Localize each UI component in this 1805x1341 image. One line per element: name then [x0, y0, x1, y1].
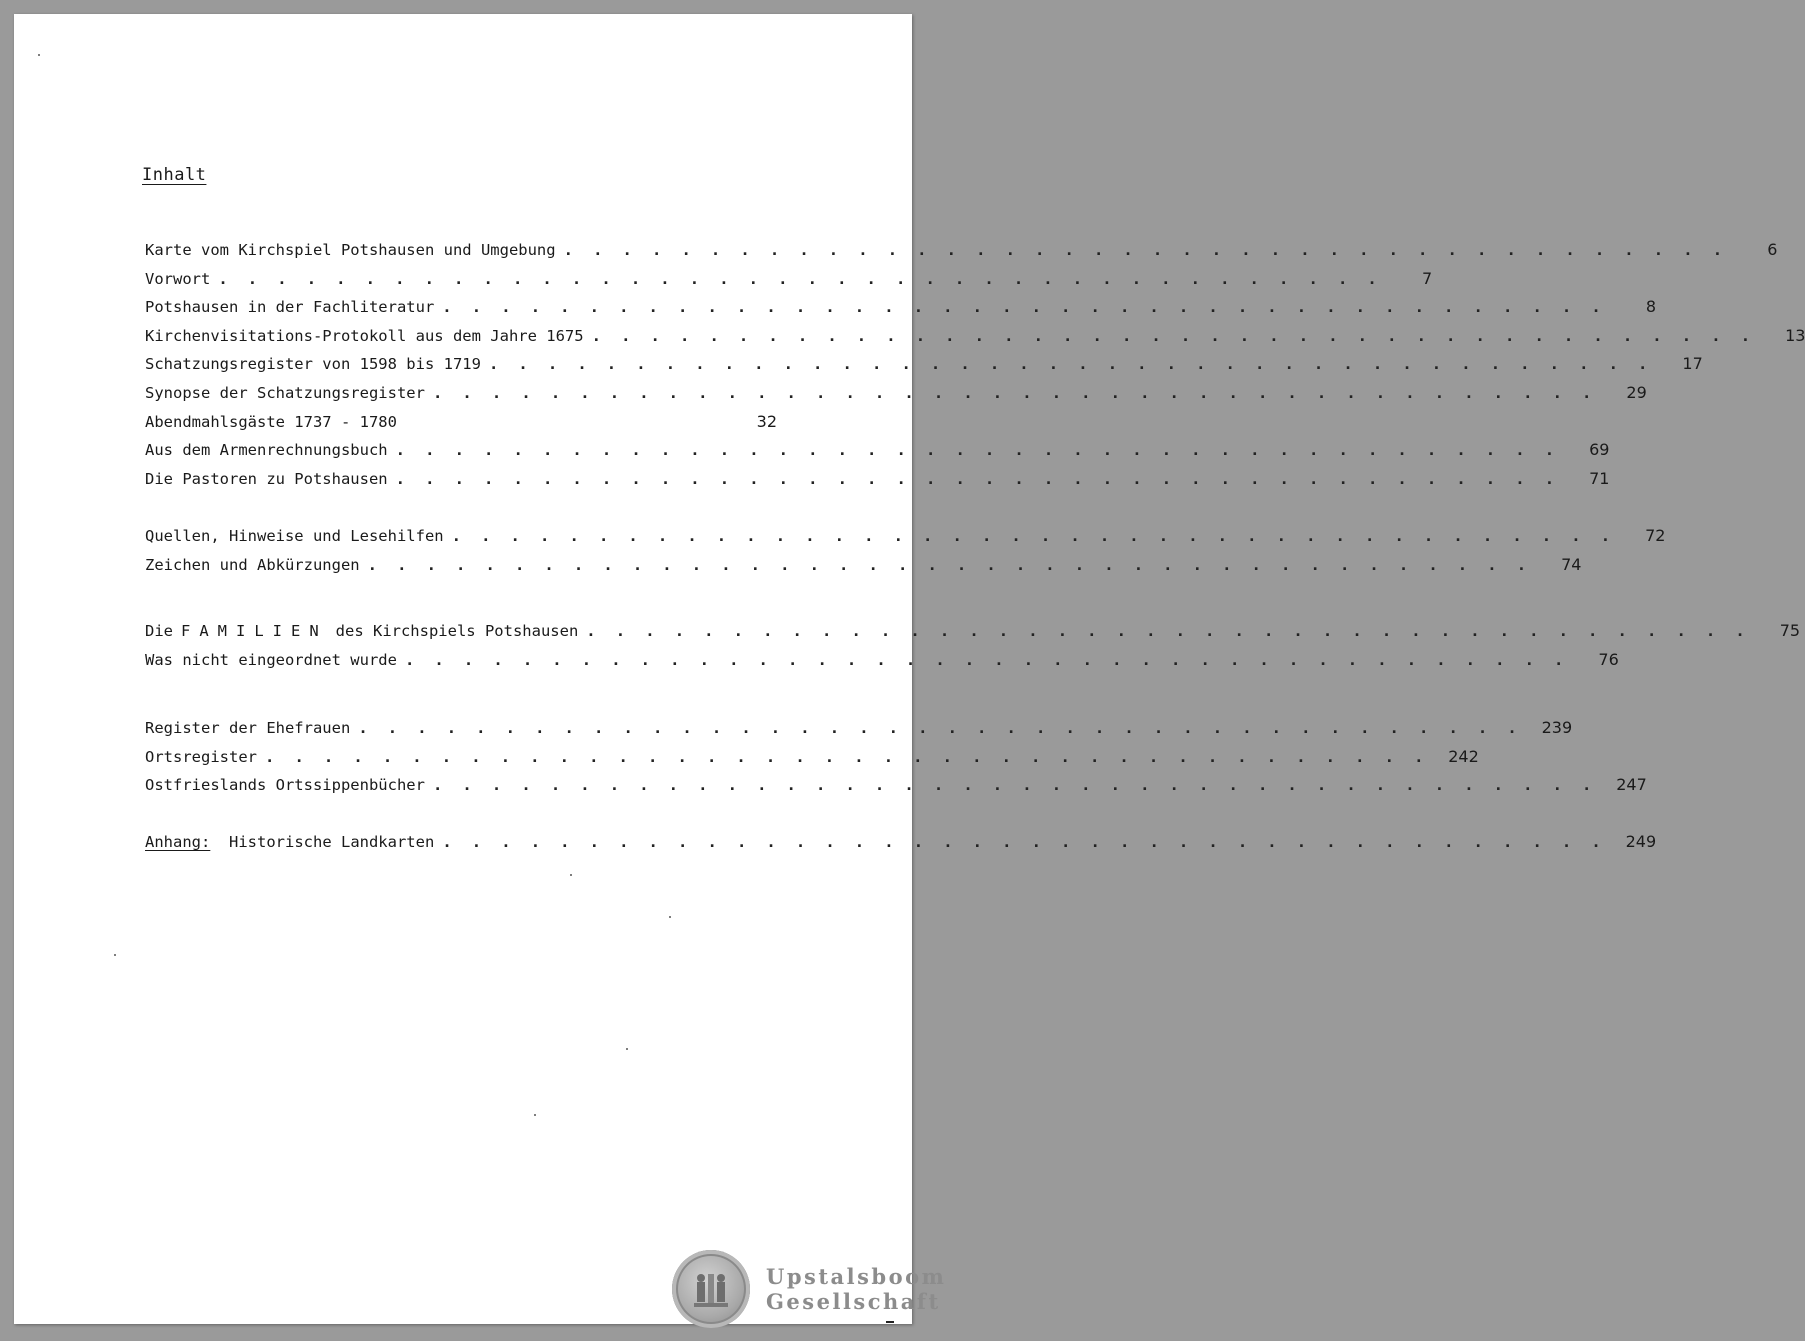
scan-speck	[38, 54, 40, 56]
upstalsboom-logo	[672, 1250, 946, 1328]
toc-entry-label	[145, 622, 578, 640]
toc-entry-page: 72	[1645, 526, 1666, 545]
toc-entry-page: 71	[1589, 469, 1610, 488]
toc-entry-label: Abendmahlsgäste 1737 - 1780	[145, 413, 397, 431]
toc-entry[interactable]	[145, 747, 1479, 773]
toc-entry[interactable]	[145, 526, 1666, 552]
leader-dots: . . . . . . . . . . . . . . . . . . . . . . . . . . . . . . . . . . . . . . . .	[367, 556, 1532, 574]
toc-entry-page: 76	[1598, 650, 1619, 669]
toc-entry-page: 74	[1561, 555, 1582, 574]
toc-entry[interactable]	[145, 383, 1647, 409]
toc-entry[interactable]	[145, 775, 1647, 801]
toc-entry-page: 7	[1421, 269, 1433, 288]
toc-entry[interactable]	[145, 555, 1582, 581]
toc-entry[interactable]	[145, 650, 1619, 676]
leader-dots: . . . . . . . . . . . . . . . . . . . . . . . . . . . . . . . . . . . . . . . .	[395, 441, 1560, 459]
toc-entry[interactable]	[145, 412, 777, 438]
toc-entry[interactable]	[145, 269, 1433, 295]
toc-entry-page: 247	[1616, 775, 1647, 794]
logo-line-2: Gesellschaft	[766, 1289, 941, 1314]
document-page	[14, 14, 1805, 1324]
scan-speck	[114, 954, 116, 956]
leader-dots: . . . . . . . . . . . . . . . . . . . . . . . . . . . . . . . . . . . . . . . .	[264, 748, 1429, 766]
label-pre: Die	[145, 622, 173, 640]
toc-entry-page: 242	[1448, 747, 1479, 766]
label-post: des Kirchspiels Potshausen	[335, 622, 579, 640]
label-prefix: Anhang:	[145, 833, 211, 851]
leader-dots: . . . . . . . . . . . . . . . . . . . . . . . . . . . . . . . . . . . . . . . .	[358, 719, 1523, 737]
leader-dots: . . . . . . . . . . . . . . . . . . . . . . . . . . . . . . . . . . . . . . . .	[432, 384, 1597, 402]
scan-speck	[626, 1048, 628, 1050]
toc-entry-page: 13	[1785, 326, 1805, 345]
leader-dots: . . . . . . . . . . . . . . . . . . . . . . . . . . . . . . . . . . . . . . . .	[442, 298, 1607, 316]
leader-dots: . . . . . . . . . . . . . . . . . . . . . . . . . . . . . . . . . . . . . . . .	[563, 241, 1728, 259]
toc-entry-label: Ortsregister	[145, 748, 257, 766]
toc-entry-page: 6	[1767, 240, 1778, 259]
toc-entry-page: 29	[1626, 383, 1647, 402]
toc-entry-anhang[interactable]	[145, 832, 1657, 858]
toc-entry-label: Register der Ehefrauen	[145, 719, 351, 737]
toc-entry-page: 32	[756, 412, 777, 431]
toc-entry[interactable]	[145, 240, 1778, 266]
scan-mark	[886, 1321, 894, 1323]
toc-entry-page: 239	[1541, 718, 1573, 737]
toc-title: Inhalt	[142, 165, 207, 185]
toc-entry-label: Ostfrieslands Ortssippenbücher	[145, 776, 425, 794]
toc-entry-page: 75	[1779, 621, 1801, 640]
logo-text	[766, 1264, 946, 1314]
scan-speck	[534, 1114, 536, 1116]
toc-entry-label: Kirchenvisitations-Protokoll aus dem Jahre 1675	[145, 327, 584, 345]
toc-entry[interactable]	[145, 469, 1610, 495]
leader-dots: . . . . . . . . . . . . . . . . . . . . . . . . . . . . . . . . . . . . . . . .	[404, 651, 1569, 669]
logo-line-1: Upstalsboom	[766, 1264, 947, 1289]
label-main: Historische Landkarten	[229, 833, 435, 851]
toc-entry[interactable]	[145, 297, 1657, 323]
toc-entry-label: Vorwort	[145, 270, 211, 288]
leader-dots: . . . . . . . . . . . . . . . . . . . . . . . . . . . . . . . . . . . . . . . .	[432, 776, 1597, 794]
toc-entry[interactable]	[145, 354, 1703, 380]
leader-dots: . . . . . . . . . . . . . . . . . . . . . . . . . . . . . . . . . . . . . . . .	[591, 327, 1756, 345]
seal-figures-icon	[690, 1270, 732, 1310]
toc-entry-label: Die Pastoren zu Potshausen	[145, 470, 388, 488]
toc-entry-label: Potshausen in der Fachliteratur	[145, 298, 435, 316]
toc-entry-label: Quellen, Hinweise und Lesehilfen	[145, 527, 444, 545]
toc-entry[interactable]	[145, 718, 1573, 744]
toc-entry-page: 17	[1682, 354, 1703, 373]
scan-speck	[669, 916, 671, 918]
toc-entry[interactable]	[145, 326, 1805, 352]
toc-entry-label: Synopse der Schatzungsregister	[145, 384, 425, 402]
toc-entry-label: Zeichen und Abkürzungen	[145, 556, 360, 574]
leader-dots: . . . . . . . . . . . . . . . . . . . . . . . . . . . . . . . . . . . . . . . .	[488, 355, 1653, 373]
toc-entry-label: Karte vom Kirchspiel Potshausen und Umgebung	[145, 241, 556, 259]
toc-entry-label: Aus dem Armenrechnungsbuch	[145, 441, 388, 459]
toc-entry-label: Schatzungsregister von 1598 bis 1719	[145, 355, 481, 373]
leader-dots: . . . . . . . . . . . . . . . . . . . . . . . . . . . . . . . . . . . . . . . .	[586, 622, 1751, 640]
toc-entry-familien[interactable]	[145, 621, 1801, 647]
toc-entry-page: 69	[1589, 440, 1610, 459]
toc-entry-page: 249	[1625, 832, 1657, 851]
toc-entry-label	[145, 833, 434, 851]
leader-dots: . . . . . . . . . . . . . . . . . . . . . . . . . . . . . . . . . . . . . . . .	[218, 270, 1383, 288]
label-spaced: FAMILIEN	[181, 622, 328, 640]
toc-entry-page: 8	[1645, 297, 1657, 316]
toc-entry[interactable]	[145, 440, 1610, 466]
leader-dots: . . . . . . . . . . . . . . . . . . . . . . . . . . . . . . . . . . . . . . . .	[395, 470, 1560, 488]
leader-dots: . . . . . . . . . . . . . . . . . . . . . . . . . . . . . . . . . . . . . . . .	[451, 527, 1616, 545]
toc-entry-label: Was nicht eingeordnet wurde	[145, 651, 397, 669]
scan-speck	[570, 874, 572, 876]
leader-dots: . . . . . . . . . . . . . . . . . . . . . . . . . . . . . . . . . . . . . . . .	[442, 833, 1607, 851]
